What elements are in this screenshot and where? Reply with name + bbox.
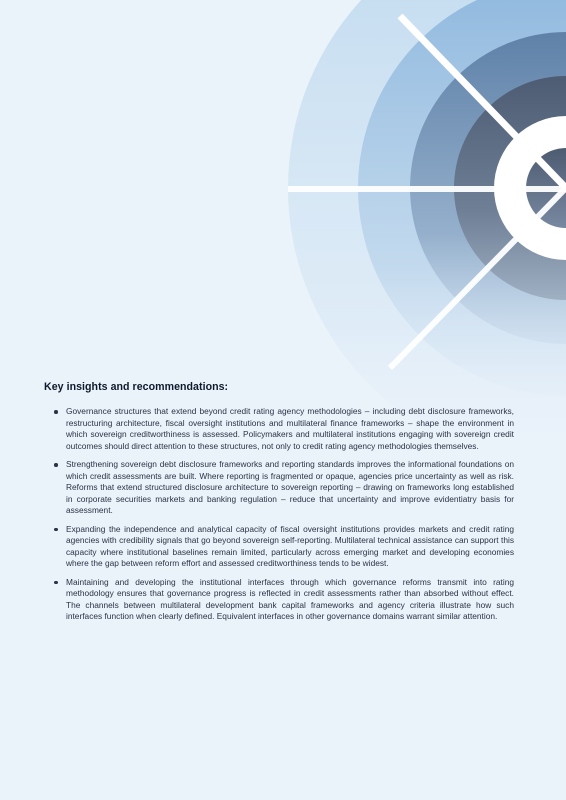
insights-section: [44, 381, 514, 630]
insight-item-4: Maintaining and developing the institutional interfaces through which governance reforms transmit into rating methodology ensures that governance progress is reflected in credit assessments rather than absorbed without effect. The channels between multilateral development bank capital frameworks and agency criteria illustrate how such interfaces function when clearly defined. Equivalent interfaces in other governance domains warrant similar attention.: [44, 577, 514, 623]
insight-item-1: Governance structures that extend beyond credit rating agency methodologies – including debt disclosure frameworks, restructuring architecture, fiscal oversight institutions and multilateral finance frameworks – shape the environment in which sovereign creditworthiness is assessed. Policymakers and multilateral institutions engaging with sovereign credit outcomes should direct attention to these structures, not only to credit rating agency methodologies themselves.: [44, 406, 514, 452]
insight-item-3: Expanding the independence and analytical capacity of fiscal oversight institutions provides markets and credit rating agencies with credibility signals that go beyond sovereign self-reporting. Multilateral technical assistance can support this capacity where institutional baselines remain limited, particularly across emerging market and developing economies where the gap between reform effort and assessed creditworthiness tends to be widest.: [44, 524, 514, 570]
section-heading: Key insights and recommendations:: [44, 381, 229, 393]
insight-item-2: Strengthening sovereign debt disclosure frameworks and reporting standards improves the informational foundations on which credit assessments are built. Where reporting is fragmented or opaque, agencies price uncertainty as well as risk. Reforms that extend structured disclosure architecture to sovereign reporting – drawing on frameworks long established in corporate securities markets and banking regulation – reduce that uncertainty and improve evidentiatry basis for assessment.: [44, 459, 514, 517]
insights-list: [44, 406, 514, 623]
